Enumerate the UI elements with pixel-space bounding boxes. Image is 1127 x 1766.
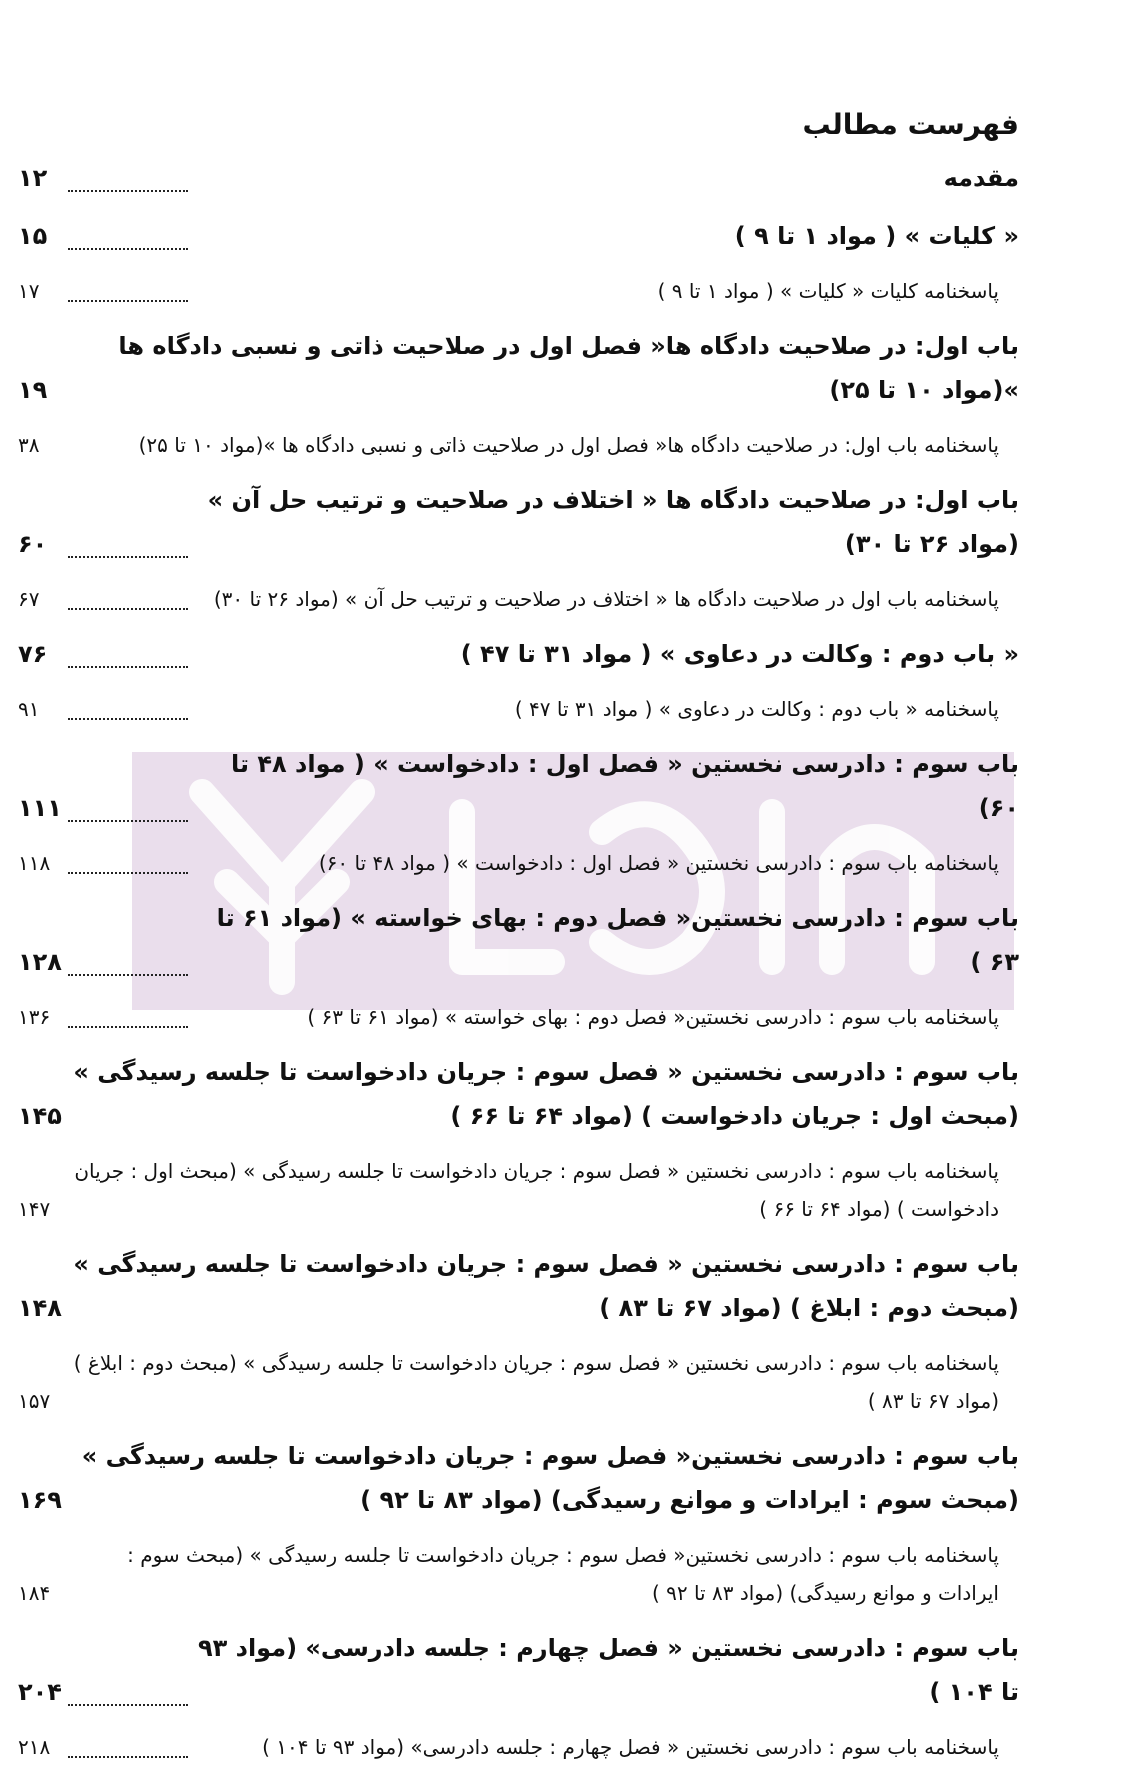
toc-entry-title: پاسخنامه باب سوم : دادرسی نخستین « فصل سوم : جریان دادخواست تا جلسه رسیدگی » (مبحث اول : جریان دادخواست ) (مواد ۶۴ تا ۶۶ ) [74, 1159, 999, 1221]
toc-subentry [18, 1728, 999, 1766]
dot-leader [68, 820, 188, 822]
toc-entry [18, 156, 1019, 200]
toc-entry-title: باب اول: در صلاحیت دادگاه ها« فصل اول در صلاحیت ذاتی و نسبی دادگاه ها »(مواد ۱۰ تا ۲۵) [118, 332, 1019, 404]
toc-entry-title: پاسخنامه باب سوم : دادرسی نخستین« فصل سوم : جریان دادخواست تا جلسه رسیدگی » (مبحث سوم : ایرادات و موانع رسیدگی) (مواد ۸۳ تا ۹۲ ) [127, 1543, 999, 1605]
dot-leader [68, 300, 188, 302]
dot-leader [68, 1704, 188, 1706]
dot-leader [68, 248, 188, 250]
toc-entry-page: ۱۲ [18, 164, 48, 192]
toc-entry [18, 478, 1019, 566]
dot-leader [68, 974, 188, 976]
toc-entry-title: پاسخنامه باب اول: در صلاحیت دادگاه ها« فصل اول در صلاحیت ذاتی و نسبی دادگاه ها »(مواد ۱۰ تا ۲۵) [138, 433, 999, 457]
toc-entry-title: پاسخنامه باب سوم : دادرسی نخستین« فصل دوم : بهای خواسته » (مواد ۶۱ تا ۶۳ ) [307, 1005, 999, 1029]
toc-entry-title: پاسخنامه کلیات « کلیات » ( مواد ۱ تا ۹ ) [657, 279, 999, 303]
toc-entry-page: ۱۷ [18, 279, 40, 303]
toc-entry-title: « باب دوم : وکالت در دعاوی » ( مواد ۳۱ تا ۴۷ ) [460, 640, 1019, 668]
toc-entry-title: باب اول: در صلاحیت دادگاه ها « اختلاف در صلاحیت و ترتیب حل آن » (مواد ۲۶ تا ۳۰) [207, 486, 1019, 558]
toc-entry-page: ۱۳۶ [18, 1005, 51, 1029]
toc-entry [18, 214, 1019, 258]
toc-entry-page: ۱۴۵ [18, 1102, 62, 1130]
toc-entry-page: ۱۵ [18, 222, 48, 250]
toc-entry-page: ۱۱۸ [18, 851, 51, 875]
toc-entry-title: مقدمه [943, 164, 1019, 192]
toc-entry [18, 1626, 1019, 1714]
toc-subentry [18, 690, 999, 728]
toc-entry-title: باب سوم : دادرسی نخستین« فصل سوم : جریان دادخواست تا جلسه رسیدگی » (مبحث سوم : ایرادات و موانع رسیدگی) (مواد ۸۳ تا ۹۲ ) [81, 1442, 1019, 1514]
toc-entry-title: باب سوم : دادرسی نخستین « فصل سوم : جریان دادخواست تا جلسه رسیدگی » (مبحث دوم : ابلاغ ) (مواد ۶۷ تا ۸۳ ) [73, 1250, 1019, 1322]
toc-subentry [18, 580, 999, 618]
toc-entry-page: ۱۲۸ [18, 948, 62, 976]
toc-subentry [18, 998, 999, 1036]
dot-leader [68, 718, 188, 720]
toc-entry-page: ۱۴۸ [18, 1294, 62, 1322]
toc-entry [18, 324, 1019, 412]
toc-entry [18, 742, 1019, 830]
toc-entry-page: ۳۸ [18, 433, 40, 457]
dot-leader [68, 666, 188, 668]
toc-entry-page: ۲۱۸ [18, 1735, 51, 1759]
toc-entry-title: پاسخنامه باب سوم : دادرسی نخستین « فصل اول : دادخواست » ( مواد ۴۸ تا ۶۰) [318, 851, 999, 875]
toc-entry-title: باب سوم : دادرسی نخستین « فصل سوم : جریان دادخواست تا جلسه رسیدگی » (مبحث اول : جریان دادخواست ) (مواد ۶۴ تا ۶۶ ) [73, 1058, 1019, 1130]
dot-leader [68, 556, 188, 558]
toc-entry-title: باب سوم : دادرسی نخستین « فصل اول : دادخواست » ( مواد ۴۸ تا ۶۰) [231, 750, 1019, 822]
page-title: فهرست مطالب [802, 108, 1019, 141]
toc-entry-page: ۱۵۷ [18, 1389, 51, 1413]
toc-entry-title: باب سوم : دادرسی نخستین« فصل دوم : بهای خواسته » (مواد ۶۱ تا ۶۳ ) [216, 904, 1019, 976]
dot-leader [68, 1026, 188, 1028]
dot-leader [68, 190, 188, 192]
toc-entry-title: باب سوم : دادرسی نخستین « فصل چهارم : جلسه دادرسی» (مواد ۹۳ تا ۱۰۴ ) [197, 1634, 1019, 1706]
toc-entry-page: ۱۹ [18, 376, 48, 404]
toc-entry [18, 896, 1019, 984]
toc-entry-page: ۱۶۹ [18, 1486, 62, 1514]
toc-entry-page: ۹۱ [18, 697, 40, 721]
toc-subentry [18, 844, 999, 882]
table-of-contents [18, 156, 1019, 1766]
toc-entry-title: پاسخنامه باب سوم : دادرسی نخستین « فصل چهارم : جلسه دادرسی» (مواد ۹۳ تا ۱۰۴ ) [262, 1735, 999, 1759]
toc-entry-title: پاسخنامه باب سوم : دادرسی نخستین « فصل سوم : جریان دادخواست تا جلسه رسیدگی » (مبحث دوم : ابلاغ ) (مواد ۶۷ تا ۸۳ ) [73, 1351, 999, 1413]
toc-entry-title: پاسخنامه « باب دوم : وکالت در دعاوی » ( مواد ۳۱ تا ۴۷ ) [514, 697, 999, 721]
toc-subentry [18, 1536, 999, 1612]
dot-leader [68, 1756, 188, 1758]
dot-leader [68, 872, 188, 874]
dot-leader [68, 608, 188, 610]
toc-entry-page: ۱۴۷ [18, 1197, 51, 1221]
toc-entry-page: ۶۷ [18, 587, 40, 611]
toc-entry [18, 632, 1019, 676]
toc-entry [18, 1242, 1019, 1330]
toc-entry-title: « کلیات » ( مواد ۱ تا ۹ ) [734, 222, 1019, 250]
toc-entry-page: ۱۱۱ [18, 794, 62, 822]
toc-entry-page: ۱۸۴ [18, 1581, 51, 1605]
toc-entry-title: پاسخنامه باب اول در صلاحیت دادگاه ها « اختلاف در صلاحیت و ترتیب حل آن » (مواد ۲۶ تا ۳۰) [213, 587, 999, 611]
toc-entry-page: ۲۰۴ [18, 1678, 62, 1706]
toc-subentry [18, 1344, 999, 1420]
toc-entry [18, 1050, 1019, 1138]
toc-subentry [18, 272, 999, 310]
toc-entry-page: ۶۰ [18, 530, 48, 558]
toc-entry-page: ۷۶ [18, 640, 48, 668]
toc-subentry [18, 426, 999, 464]
toc-entry [18, 1434, 1019, 1522]
toc-subentry [18, 1152, 999, 1228]
